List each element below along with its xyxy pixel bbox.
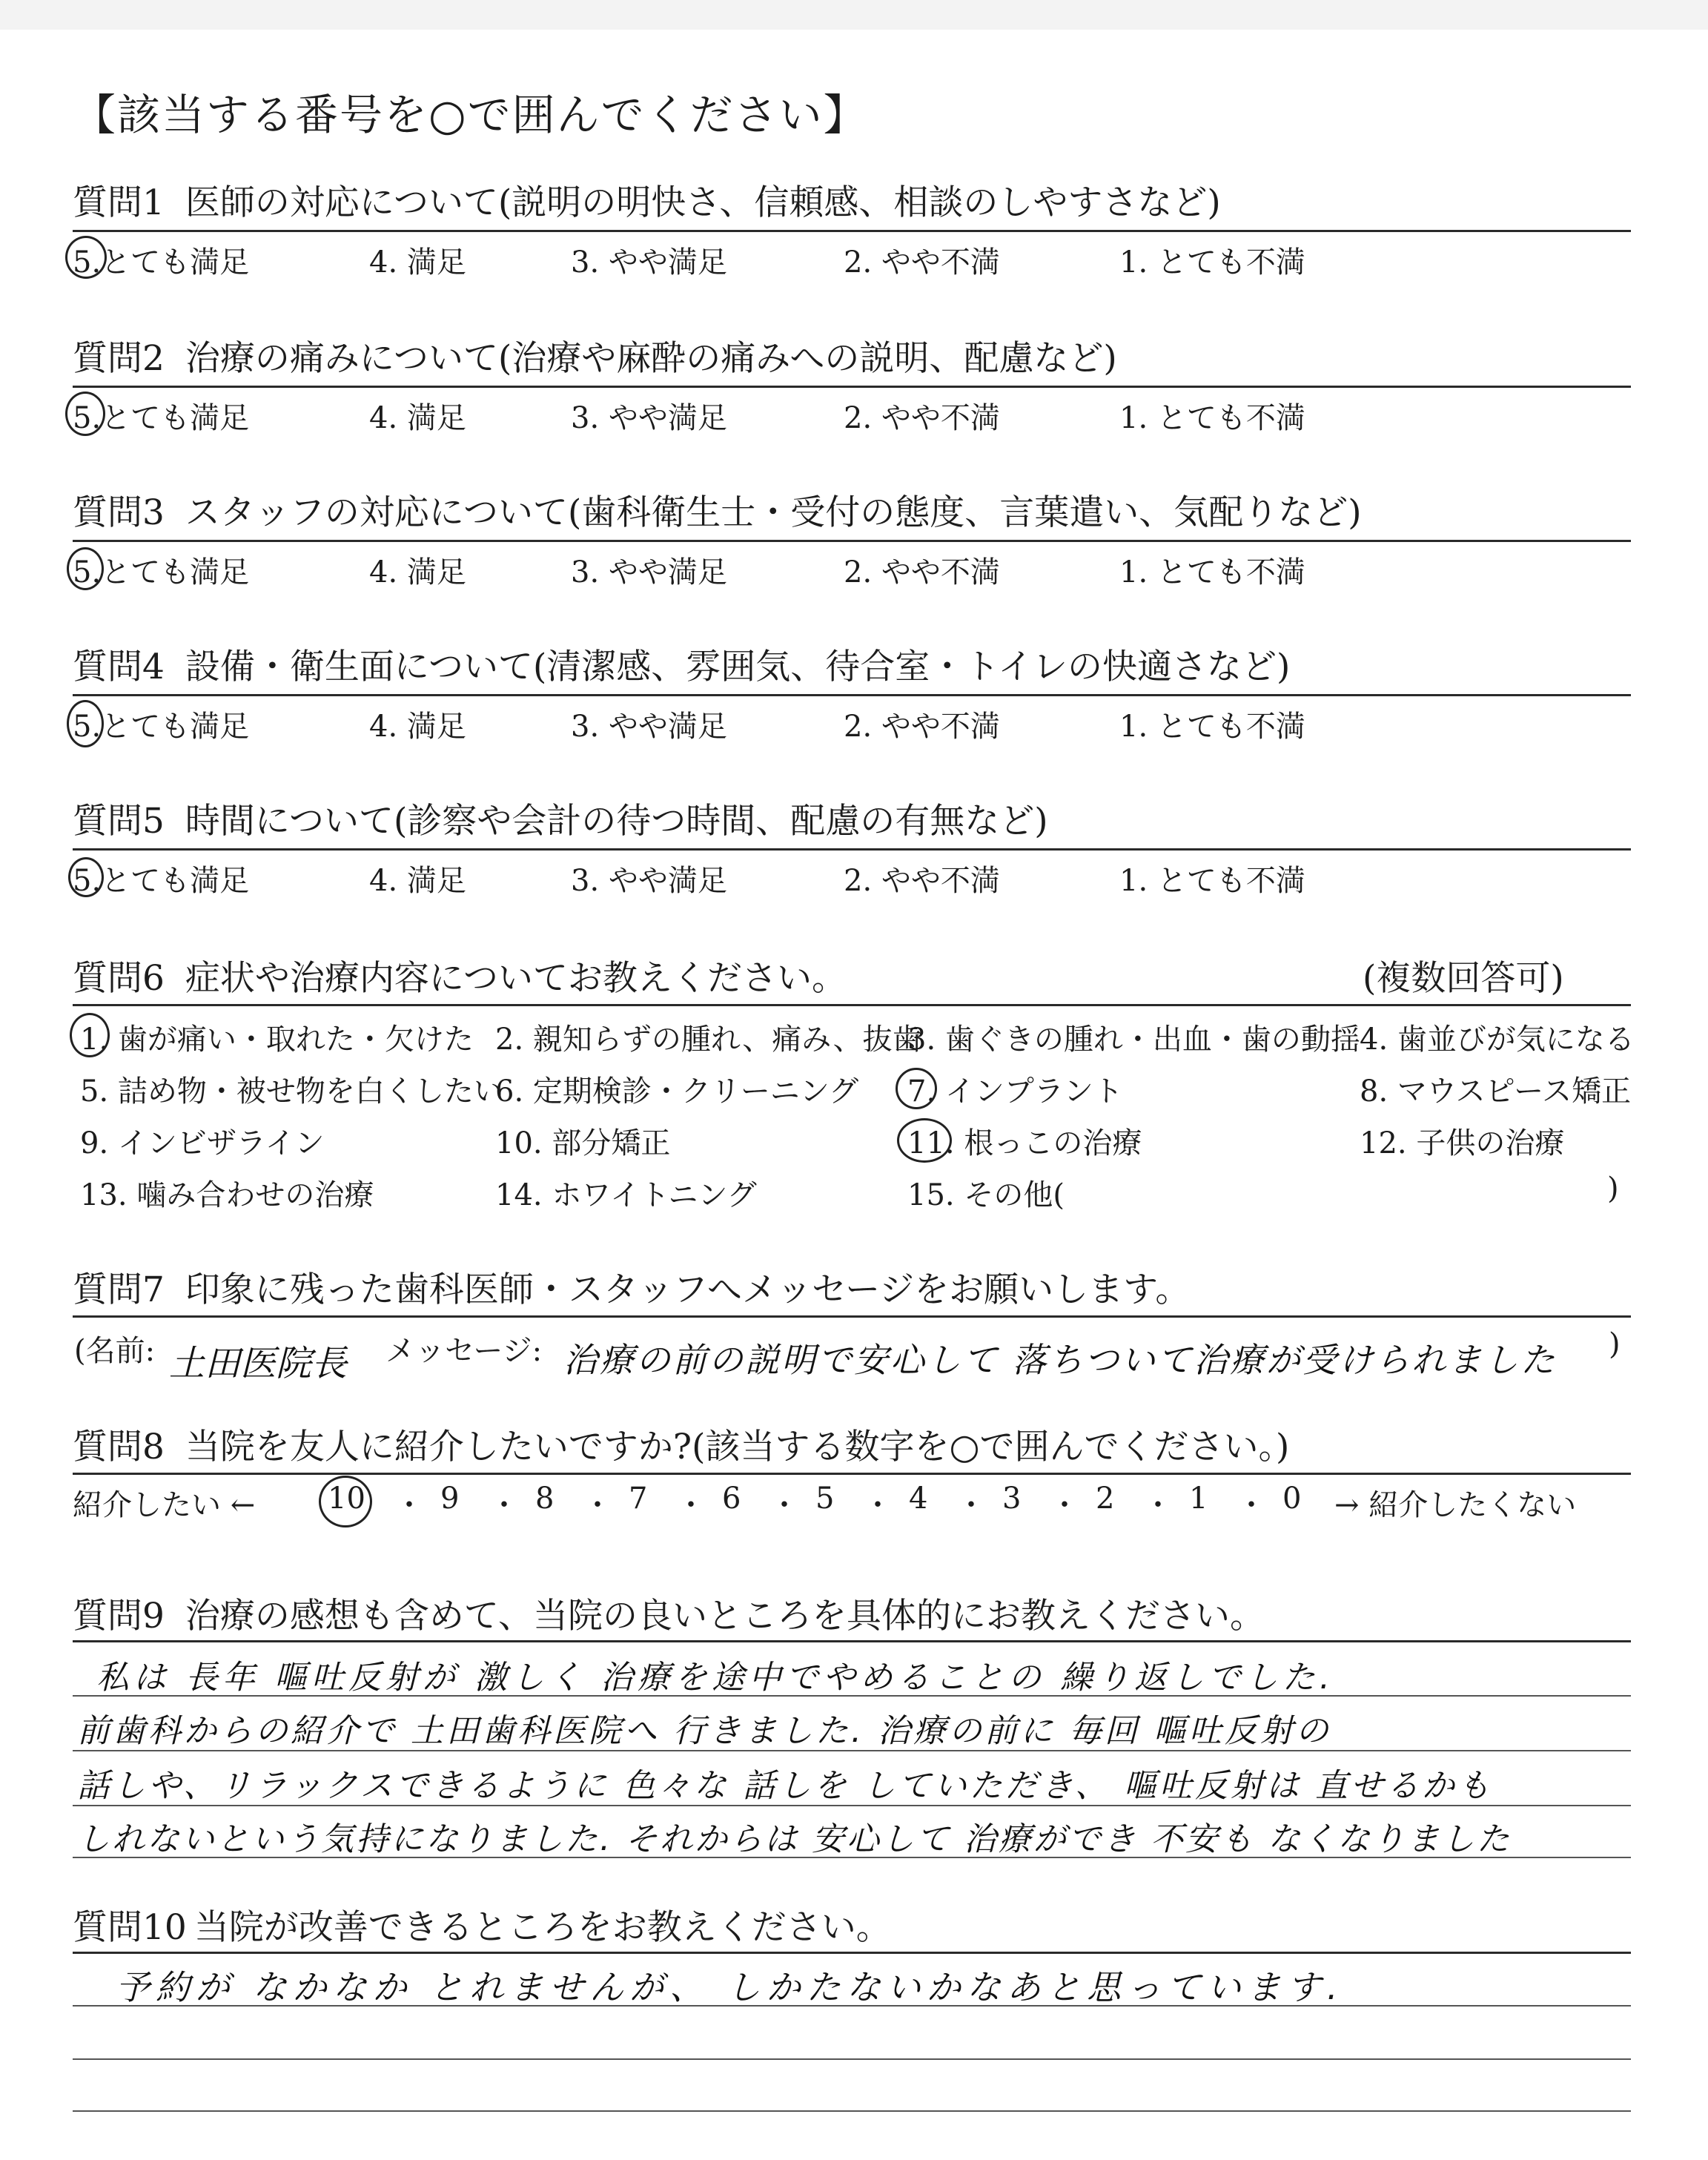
question-6	[73, 951, 847, 1000]
option-4[interactable]: 4. 満足	[369, 401, 466, 435]
handwritten-line: 話しや、リラックスできるように 色々な 話しを していただき、 嘔吐反射は 直せるかも	[77, 1767, 1493, 1805]
scale-6[interactable]: 6	[722, 1482, 741, 1516]
question-number: 質問2	[73, 338, 165, 379]
option-2[interactable]: 2. やや不満	[844, 245, 1000, 280]
option-1[interactable]: 1. とても不満	[1119, 555, 1305, 589]
q6-option-12[interactable]: 12. 子供の治療	[1360, 1126, 1565, 1160]
q6-option-3[interactable]: 3. 歯ぐきの腫れ・出血・歯の動揺	[907, 1023, 1360, 1057]
name-handwritten[interactable]: 土田医院長	[169, 1343, 348, 1384]
q6-option-11[interactable]: 11. 根っこの治療	[907, 1126, 1142, 1160]
q6-option-7[interactable]: 7. インプラント	[907, 1074, 1123, 1109]
option-4[interactable]: 4. 満足	[369, 245, 466, 280]
selection-circle	[65, 392, 105, 436]
q6-option-13[interactable]: 13. 噛み合わせの治療	[80, 1178, 374, 1212]
question-8	[73, 1419, 1289, 1469]
scale-right-label: → 紹介したくない	[1334, 1488, 1577, 1522]
option-2[interactable]: 2. やや不満	[844, 710, 1000, 744]
scale-0[interactable]: 0	[1282, 1482, 1302, 1516]
q6-option-14[interactable]: 14. ホワイトニング	[495, 1178, 757, 1212]
scale-4[interactable]: 4	[909, 1482, 928, 1516]
name-label: (名前:	[74, 1334, 156, 1368]
option-4[interactable]: 4. 満足	[369, 710, 466, 744]
option-5[interactable]: 5.とても満足	[73, 555, 250, 589]
option-5[interactable]: 5.とても満足	[73, 864, 250, 898]
option-5[interactable]: 5.とても満足	[73, 401, 250, 435]
selection-circle	[896, 1068, 937, 1109]
question-number: 質問4	[73, 647, 165, 687]
question-text: スタッフの対応について(歯科衛生士・受付の態度、言葉遣い、気配りなど)	[185, 492, 1362, 533]
question-text: 治療の痛みについて(治療や麻酔の痛みへの説明、配慮など)	[185, 338, 1117, 379]
selection-circle	[67, 547, 104, 590]
multiple-answer-note: (複数回答可)	[1363, 958, 1564, 999]
scale-sep: ・	[1050, 1488, 1079, 1522]
selection-circle	[897, 1118, 952, 1163]
answer-line	[73, 2058, 1631, 2060]
question-number: 質問7	[73, 1269, 165, 1310]
selection-circle	[70, 1013, 110, 1057]
scale-sep: ・	[956, 1488, 986, 1522]
divider	[73, 1952, 1631, 1954]
q6-option-15-close: )	[1607, 1172, 1619, 1206]
option-3[interactable]: 3. やや満足	[571, 710, 727, 744]
handwritten-line: 前歯科からの紹介で 土田歯科医院へ 行きました. 治療の前に 毎回 嘔吐反射の	[77, 1712, 1331, 1750]
handwritten-line: しれないという気持になりました. それからは 安心して 治療ができ 不安も なくなりました	[77, 1820, 1512, 1858]
scale-10[interactable]: 10	[328, 1482, 365, 1516]
option-2[interactable]: 2. やや不満	[844, 555, 1000, 589]
question-3	[73, 485, 1362, 535]
question-text: 症状や治療内容についてお教えください。	[185, 958, 847, 999]
scale-sep: ・	[676, 1488, 706, 1522]
q6-option-1[interactable]: 1. 歯が痛い・取れた・欠けた	[80, 1023, 474, 1057]
selection-circle	[67, 700, 104, 747]
scale-2[interactable]: 2	[1096, 1482, 1115, 1516]
question-10	[73, 1900, 891, 1949]
option-4[interactable]: 4. 満足	[369, 864, 466, 898]
question-9	[73, 1588, 1265, 1638]
message-close: )	[1609, 1327, 1621, 1361]
question-number: 質問5	[73, 801, 165, 842]
option-1[interactable]: 1. とても不満	[1119, 864, 1305, 898]
divider	[73, 540, 1631, 542]
selection-circle	[68, 857, 104, 897]
question-text: 当院が改善できるところをお教えください。	[193, 1907, 891, 1948]
question-number: 質問9	[73, 1596, 165, 1636]
page-title: 【該当する番号を○で囲んでください】	[73, 90, 868, 140]
message-label: メッセージ:	[385, 1334, 543, 1368]
option-5[interactable]: 5.とても満足	[73, 245, 250, 280]
scale-8[interactable]: 8	[535, 1482, 555, 1516]
q6-option-5[interactable]: 5. 詰め物・被せ物を白くしたい	[80, 1074, 503, 1109]
q6-option-15[interactable]: 15. その他(	[907, 1178, 1065, 1212]
divider	[73, 1315, 1631, 1318]
question-text: 当院を友人に紹介したいですか?(該当する数字を○で囲んでください。)	[185, 1427, 1290, 1467]
answer-line	[73, 2110, 1631, 2112]
q6-option-10[interactable]: 10. 部分矯正	[495, 1126, 671, 1160]
scale-5[interactable]: 5	[815, 1482, 835, 1516]
scan-top-band	[0, 0, 1708, 30]
question-5	[73, 793, 1048, 843]
question-text: 治療の感想も含めて、当院の良いところを具体的にお教えください。	[185, 1596, 1265, 1636]
q6-option-9[interactable]: 9. インビザライン	[80, 1126, 325, 1160]
scale-left-label: 紹介したい ←	[73, 1488, 256, 1522]
question-number: 質問8	[73, 1427, 165, 1467]
scale-sep: ・	[863, 1488, 893, 1522]
divider	[73, 1004, 1631, 1006]
question-7	[73, 1262, 1190, 1312]
divider	[73, 230, 1631, 232]
divider	[73, 694, 1631, 696]
option-4[interactable]: 4. 満足	[369, 555, 466, 589]
option-2[interactable]: 2. やや不満	[844, 401, 1000, 435]
scale-3[interactable]: 3	[1002, 1482, 1022, 1516]
option-1[interactable]: 1. とても不満	[1119, 401, 1305, 435]
question-text: 時間について(診察や会計の待つ時間、配慮の有無など)	[185, 801, 1048, 842]
selection-circle	[319, 1476, 372, 1527]
option-3[interactable]: 3. やや満足	[571, 555, 727, 589]
question-number: 質問1	[73, 182, 165, 223]
option-3[interactable]: 3. やや満足	[571, 401, 727, 435]
divider	[73, 1473, 1631, 1475]
question-number: 質問3	[73, 492, 165, 533]
scale-9[interactable]: 9	[440, 1482, 460, 1516]
option-2[interactable]: 2. やや不満	[844, 864, 1000, 898]
question-text: 設備・衛生面について(清潔感、雰囲気、待合室・トイレの快適さなど)	[185, 647, 1291, 687]
selection-circle	[65, 236, 107, 279]
scale-sep: ・	[394, 1488, 424, 1522]
scale-sep: ・	[583, 1488, 612, 1522]
option-1[interactable]: 1. とても不満	[1119, 245, 1305, 280]
question-text: 印象に残った歯科医師・スタッフへメッセージをお願いします。	[185, 1269, 1191, 1310]
q6-option-6[interactable]: 6. 定期検診・クリーニング	[495, 1074, 859, 1109]
question-number: 質問6	[73, 958, 165, 999]
scale-sep: ・	[769, 1488, 799, 1522]
question-text: 医師の対応について(説明の明快さ、信頼感、相談のしやすさなど)	[185, 182, 1221, 223]
question-4	[73, 639, 1290, 689]
q6-option-2[interactable]: 2. 親知らずの腫れ、痛み、抜歯	[495, 1023, 922, 1057]
option-3[interactable]: 3. やや満足	[571, 245, 727, 280]
question-1	[73, 175, 1221, 225]
scale-sep: ・	[1237, 1488, 1266, 1522]
q10-answer[interactable]: 予約が なかなか とれませんが、 しかたないかなあと思っています.	[116, 1967, 1344, 2007]
scale-1[interactable]: 1	[1189, 1482, 1208, 1516]
option-3[interactable]: 3. やや満足	[571, 864, 727, 898]
question-number: 質問10	[73, 1907, 187, 1948]
divider	[73, 1640, 1631, 1642]
option-5[interactable]: 5.とても満足	[73, 710, 250, 744]
question-2	[73, 331, 1117, 380]
divider	[73, 848, 1631, 851]
handwritten-line: 私は 長年 嘔吐反射が 激しく 治療を途中でやめることの 繰り返しでした.	[96, 1659, 1334, 1697]
scale-sep: ・	[1143, 1488, 1173, 1522]
divider	[73, 386, 1631, 388]
q6-option-4[interactable]: 4. 歯並びが気になる	[1360, 1023, 1635, 1057]
scale-sep: ・	[489, 1488, 519, 1522]
message-handwritten[interactable]: 治療の前の説明で安心して 落ちついて治療が受けられました	[563, 1340, 1558, 1380]
scale-7[interactable]: 7	[629, 1482, 648, 1516]
q6-option-8[interactable]: 8. マウスピース矯正	[1360, 1074, 1632, 1109]
option-1[interactable]: 1. とても不満	[1119, 710, 1305, 744]
